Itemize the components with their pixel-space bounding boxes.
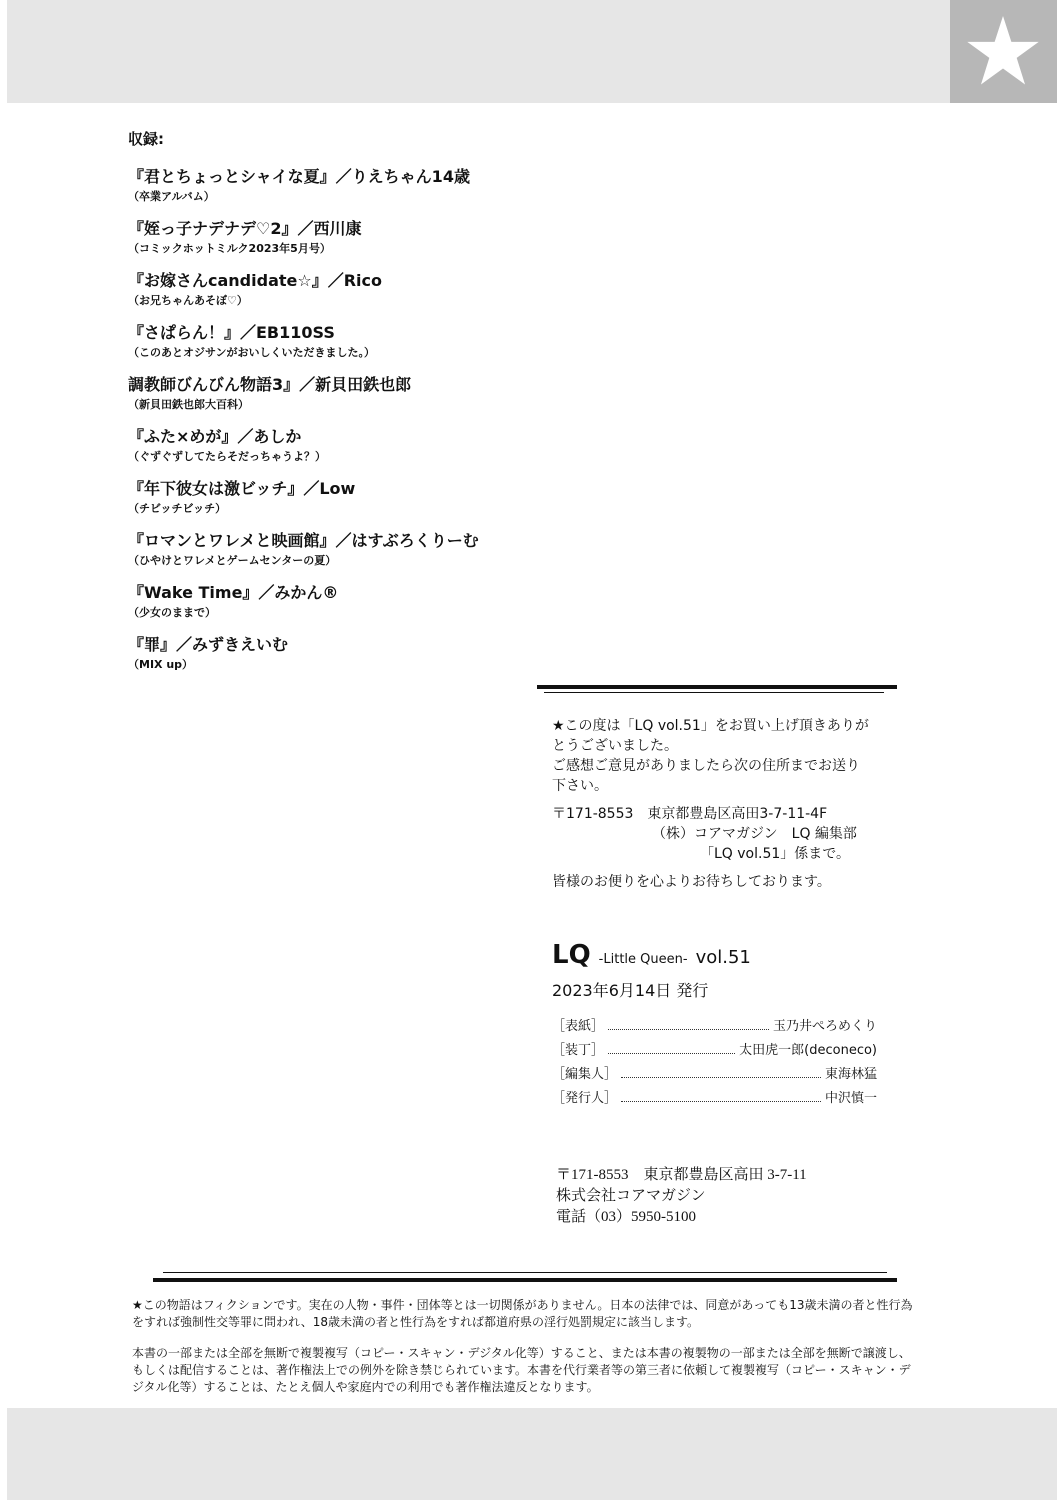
contents-entry	[128, 427, 528, 465]
mail-address-line: 〒171-8553 東京都豊島区高田3-7-11-4F	[552, 806, 828, 822]
entry-source: （卒業アルバム）	[128, 190, 215, 203]
credit-row	[552, 1087, 897, 1111]
credits-list	[552, 1015, 897, 1111]
contents-entry	[128, 479, 528, 517]
credit-label: ［表紙］	[552, 1019, 605, 1034]
leader-dots	[608, 1053, 735, 1054]
entry-source: （少女のままで）	[128, 606, 216, 619]
entry-source: （MIX up）	[128, 658, 194, 671]
thanks-closing: 皆様のお便りを心よりお待ちしております。	[552, 874, 831, 890]
contents-label: 収録:	[128, 130, 164, 148]
credit-label: ［発行人］	[552, 1091, 618, 1106]
logo-text: LQ	[552, 940, 591, 970]
contents-entry	[128, 583, 528, 621]
credit-name: 太田虎一郎(deconeco)	[739, 1043, 877, 1058]
contents-list	[128, 128, 528, 687]
entry-source: （ひやけとワレメとゲームセンターの夏）	[128, 554, 337, 567]
credit-row	[552, 1039, 897, 1063]
publisher-address: 〒171-8553 東京都豊島区高田 3-7-11	[556, 1167, 807, 1183]
logo-subtitle: -Little Queen-	[598, 952, 688, 967]
credit-name: 東海林猛	[824, 1067, 877, 1082]
entry-source: （お兄ちゃんあそぼ♡）	[128, 294, 248, 307]
credit-label: ［装丁］	[552, 1043, 605, 1058]
legal-notice	[132, 1297, 922, 1410]
entry-source: （チビッチビッチ）	[128, 502, 227, 515]
entry-title: 『年下彼女は激ビッチ』／Low	[128, 479, 356, 498]
thanks-line: 下さい。	[552, 778, 608, 794]
mail-address-line: 「LQ vol.51」係まで。	[700, 846, 850, 862]
entry-source: （このあとオジサンがおいしくいただきました。）	[128, 346, 375, 359]
thanks-message	[552, 716, 897, 892]
divider-rule	[153, 1278, 897, 1282]
publication-date: 2023年6月14日 発行	[552, 981, 709, 1000]
entry-source: （ぐずぐずしてたらそだっちゃうよ？）	[128, 450, 326, 463]
publisher-phone: 電話（03）5950-5100	[556, 1209, 696, 1225]
credit-row	[552, 1015, 897, 1039]
thanks-line: ★この度は「LQ vol.51」をお買い上げ頂きありが	[552, 718, 869, 734]
entry-title: 『ロマンとワレメと映画館』／はすぶろくりーむ	[128, 531, 479, 550]
leader-dots	[621, 1101, 821, 1102]
star-icon	[965, 14, 1041, 88]
credit-name: 中沢慎一	[824, 1091, 877, 1106]
entry-title: 『さぱらん！』／EB110SS	[128, 323, 335, 342]
contents-entry	[128, 323, 528, 361]
entry-source: （新貝田鉄也郎大百科）	[128, 398, 249, 411]
entry-title: 『姪っ子ナデナデ♡2』／西川康	[128, 219, 362, 238]
publisher-info	[556, 1165, 807, 1228]
thanks-line: とうございました。	[552, 738, 678, 754]
star-badge	[950, 0, 1057, 103]
divider-rule-thin	[163, 1272, 887, 1273]
contents-entry	[128, 531, 528, 569]
entry-title: 『ふた×めが』／あしか	[128, 427, 302, 446]
credit-name: 玉乃井ぺろめくり	[772, 1019, 877, 1034]
entry-title: 『お嫁さんcandidate☆』／Rico	[128, 271, 382, 290]
colophon	[552, 940, 897, 1111]
divider-rule-thin	[544, 692, 884, 693]
header-band	[7, 0, 950, 103]
divider-rule	[537, 685, 897, 689]
entry-title: 『君とちょっとシャイな夏』／りえちゃん14歳	[128, 167, 470, 186]
leader-dots	[621, 1077, 821, 1078]
fiction-disclaimer: ★この物語はフィクションです。実在の人物・事件・団体等とは一切関係がありません。日本の法律では、同意があっても13歳未満の者と性行為をすれば強制性交等罪に問われ、18歳未満の者と性行為をすれば都道府県の淫行処罰規定に該当します。	[132, 1298, 913, 1329]
credit-label: ［編集人］	[552, 1067, 618, 1082]
magazine-logo	[552, 940, 897, 970]
volume-number: vol.51	[695, 947, 751, 968]
contents-entry	[128, 167, 528, 205]
footer-band	[7, 1408, 1057, 1500]
contents-entry	[128, 375, 528, 413]
mail-address-line: （株）コアマガジン LQ 編集部	[652, 826, 857, 842]
contents-entry	[128, 271, 528, 309]
entry-title: 調教師びんびん物語3』／新貝田鉄也郎	[128, 375, 412, 394]
credit-row	[552, 1063, 897, 1087]
contents-entry	[128, 219, 528, 257]
contents-entry	[128, 635, 528, 673]
entry-title: 『Wake Time』／みかん®	[128, 583, 339, 602]
entry-source: （コミックホットミルク2023年5月号）	[128, 242, 331, 255]
leader-dots	[608, 1029, 769, 1030]
entry-title: 『罪』／みずきえいむ	[128, 635, 289, 654]
publisher-company: 株式会社コアマガジン	[556, 1188, 706, 1204]
thanks-line: ご感想ご意見がありましたら次の住所までお送り	[552, 758, 860, 774]
copyright-notice: 本書の一部または全部を無断で複製複写（コピー・スキャン・デジタル化等）すること、または本書の複製物の一部または全部を無断で譲渡し、もしくは配信することは、著作権法上での例外を除き禁じられています。本書を代行業者等の第三者に依頼して複製複写（コピー・スキャン・デジタル化等）することは、たとえ個人や家庭内での利用でも著作権法違反となります。	[132, 1346, 911, 1394]
